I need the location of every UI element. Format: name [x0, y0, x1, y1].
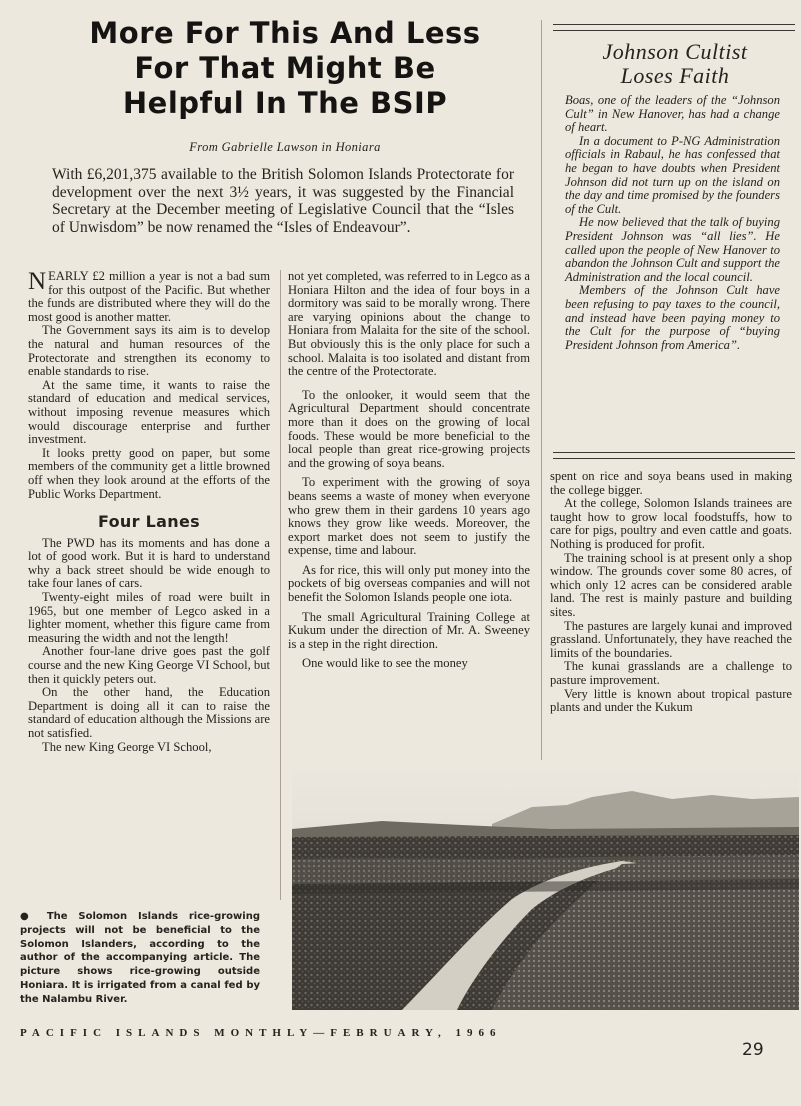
rice-field-illustration	[292, 769, 799, 1010]
sidebar-paragraph: Members of the Johnson Cult have been refusing to pay taxes to the council, and instead have been paying money to the Cult for the purpose of “buying President Johnson from America”.	[565, 283, 780, 352]
sidebar-title-line-2: Loses Faith	[620, 63, 730, 88]
standfirst: With £6,201,375 available to the British Solomon Islands Protectorate for development over the next 3½ years, it was suggested by the Financial Secretary at the December meeting of Legislative Council that the “Isles of Unwisdom” be now renamed the “Isles of Endeavour”.	[52, 166, 514, 236]
photo-caption: ● The Solomon Islands rice-growing projects will not be beneficial to the Solomon Islanders, according to the author of the accompanying article. The picture shows rice-growing outside Honiara. It is irrigated from a canal fed by the Nalambu River.	[20, 911, 260, 1005]
paragraph: The Government says its aim is to develop the natural and human resources of the Protectorate and strengthen its economy to enable standards to rise.	[28, 323, 270, 379]
paragraph: The new King George VI School,	[42, 739, 212, 754]
publication-footer: PACIFIC ISLANDS MONTHLY—FEBRUARY, 1966	[20, 1027, 502, 1039]
paragraph: The PWD has its moments and has done a lot of good work. But it is hard to understand why a back street should be wide enough to take four lanes of cars.	[28, 535, 270, 591]
paragraph: The kunai grasslands are a challenge to pasture improvement.	[550, 659, 792, 687]
article-headline	[30, 16, 540, 121]
paragraph: To the onlooker, it would seem that the Agricultural Department should concentrate more than it does on the growing of local foods. These would be more beneficial to the local people than great rice-growing projects and the growing of soya beans.	[288, 387, 530, 470]
paragraph: One would like to see the money	[302, 656, 468, 671]
sidebar-body	[565, 94, 780, 352]
column-3	[550, 470, 792, 715]
headline-line-1: More For This And Less	[89, 16, 481, 50]
paragraph: Another four-lane drive goes past the golf course and the new King George VI School, but then it quickly peters out.	[28, 644, 270, 686]
sidebar-top-rule	[553, 24, 795, 31]
sidebar-title-line-1: Johnson Cultist	[602, 39, 748, 64]
rice-field-photo	[292, 769, 799, 1010]
paragraph: The small Agricultural Training College at Kukum under the direction of Mr. A. Sweeney is a step in the right direction.	[288, 609, 530, 651]
column-1	[28, 270, 270, 754]
paragraph: Very little is known about tropical pasture plants and under the Kukum	[550, 686, 792, 715]
column-2	[288, 270, 530, 671]
paragraph: It looks pretty good on paper, but some members of the community get a little browned off when they look around at the efforts of the Public Works Department.	[28, 445, 270, 501]
paragraph: At the college, Solomon Islands trainees are taught how to grow local foodstuffs, how to care for pigs, poultry and even cattle and goats. Nothing is produced for profit.	[550, 496, 792, 551]
sidebar-paragraph: He now believed that the talk of buying President Johnson was “all lies”. He called upon the people of New Hanover to abandon the Johnson Cult and support the Administration and the local council.	[565, 215, 780, 284]
paragraph: On the other hand, the Education Department is doing all it can to raise the standard of education although the Missions are not satisfied.	[28, 685, 270, 740]
paragraph: To experiment with the growing of soya beans seems a waste of money when everyone who grew them in their gardens 10 years ago knows they grow like weeds. Moreover, the export market does not seem to justify the expense, time and labour.	[288, 475, 530, 558]
paragraph: Twenty-eight miles of road were built in 1965, but one member of Legco asked in a lighter moment, whether this figure came from measuring the width and not the length!	[28, 590, 270, 645]
sidebar-title	[560, 40, 790, 88]
subheading: Four Lanes	[98, 512, 200, 532]
paragraph: As for rice, this will only put money into the pockets of big overseas companies and will not benefit the Solomon Islands people one iota.	[288, 562, 530, 605]
paragraph: At the same time, it wants to raise the standard of education and medical services, without imposing revenue measures which would discourage enterprise and further investment.	[28, 377, 270, 447]
headline-line-3: Helpful In The BSIP	[122, 86, 448, 120]
column-divider	[280, 270, 281, 900]
paragraph: NEARLY £2 million a year is not a bad sum for this outpost of the Pacific. But whether the funds are distributed where they will do the most good is another matter.	[28, 268, 270, 324]
sidebar-paragraph: Boas, one of the leaders of the “Johnson Cult” in New Hanover, has had a change of heart.	[565, 93, 780, 135]
paragraph: The pastures are largely kunai and improved grassland. Unfortunately, they have reached the limits of the boundaries.	[550, 618, 792, 660]
column-divider	[541, 20, 542, 760]
sidebar-bottom-rule	[553, 452, 795, 459]
paragraph: The training school is at present only a shop window. The grounds cover some 80 acres, of which only 12 acres can be considered arable land. The rest is mainly pasture and building sites.	[550, 550, 792, 619]
sidebar-paragraph: In a document to P-NG Administration officials in Rabaul, he has confessed that he began to have doubts when President Johnson did not turn up on the island on the day and time promised by the founders of the Cult.	[565, 133, 780, 216]
byline: From Gabrielle Lawson in Honiara	[189, 140, 381, 154]
paragraph: not yet completed, was referred to in Legco as a Honiara Hilton and the idea of four boys in a dormitory was said to be morally wrong. There are varying opinions about the change to Honiara from Malaita for the site of the school. But obviously this is the only place for such a school. Malaita is too isolated and distant from the centre of the Protectorate.	[288, 269, 530, 379]
paragraph: spent on rice and soya beans used in making the college bigger.	[550, 469, 792, 497]
page-number: 29	[742, 1040, 764, 1060]
drop-cap: N	[28, 268, 47, 295]
headline-line-2: For That Might Be	[134, 51, 436, 85]
